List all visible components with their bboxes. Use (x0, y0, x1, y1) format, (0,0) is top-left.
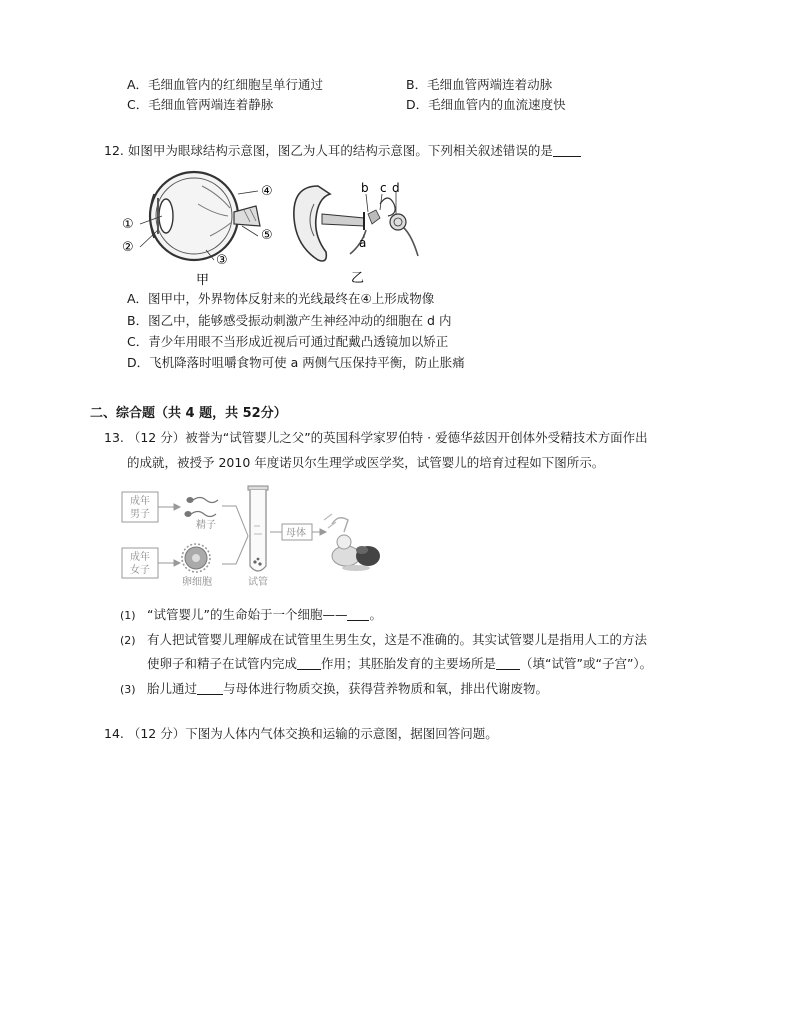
female-box-line2: 女子 (130, 565, 150, 576)
q11-option-c: C．毛细血管两端连着静脉 (127, 97, 274, 112)
q11-option-a: A．毛细血管内的红细胞呈单行通过 (127, 77, 324, 92)
q13-sub2-text-c: （填“试管”或“子宫”）。 (520, 656, 653, 671)
q13-sub1-text-a: “试管婴儿”的生命始于一个细胞—— (147, 607, 348, 622)
eye-label-4: ④ (261, 184, 273, 199)
q13-sub2-line2 (147, 655, 652, 673)
eye-label-5: ⑤ (261, 228, 273, 243)
eye-label-1: ① (122, 217, 134, 232)
test-tube-icon (248, 486, 268, 571)
ear-label-a: a (359, 236, 367, 250)
sperm-label: 精子 (196, 520, 216, 531)
q13-sub3-text-a: 胎儿通过 (147, 681, 198, 696)
answer-blank (496, 656, 520, 670)
sperm-icon (185, 498, 218, 517)
q12-option-d: D．飞机降落时咀嚼食物可使 a 两侧气压保持平衡，防止胀痛 (127, 355, 465, 370)
q12-figure (118, 164, 420, 288)
egg-label: 卵细胞 (182, 577, 212, 588)
q13-sub2-number: (2) (120, 634, 136, 647)
q12-option-c: C．青少年用眼不当形成近视后可通过配戴凸透镜加以矫正 (127, 334, 449, 349)
q12-option-b: B．图乙中，能够感受振动刺激产生神经冲动的细胞在 d 内 (127, 313, 452, 328)
q13-sub2-text-b: 作用；其胚胎发育的主要场所是 (321, 656, 497, 671)
q13-sub1 (147, 606, 382, 624)
ivf-diagram (118, 484, 390, 592)
eye-label-3: ③ (216, 253, 228, 268)
tube-label: 试管 (248, 577, 268, 588)
q11-option-d: D．毛细血管内的血流速度快 (406, 97, 566, 112)
ear-caption: 乙 (351, 271, 365, 286)
ear-label-b: b (361, 181, 369, 195)
answer-blank (553, 143, 581, 157)
q13-sub1-number: (1) (120, 609, 136, 622)
answer-blank (347, 607, 369, 621)
q13-sub2-line1: 有人把试管婴儿理解成在试管里生男生女，这是不准确的。其实试管婴儿是指用人工的方法 (147, 632, 648, 647)
answer-blank (297, 656, 321, 670)
q12-option-a: A．图甲中，外界物体反射来的光线最终在④上形成物像 (127, 291, 435, 306)
section-heading: 二、综合题（共 4 题，共 52分） (90, 406, 287, 421)
mother-label: 母体 (286, 528, 306, 539)
eye-label-2: ② (122, 240, 134, 255)
q13-sub2-text-a: 使卵子和精子在试管内完成 (147, 656, 298, 671)
q13-sub3-number: (3) (120, 683, 136, 696)
q12-stem-text: 12. 如图甲为眼球结构示意图，图乙为人耳的结构示意图。下列相关叙述错误的是 (104, 143, 553, 158)
eye-caption: 甲 (196, 273, 210, 288)
female-box-line1: 成年 (130, 552, 150, 563)
male-box-line2: 男子 (130, 509, 150, 520)
ear-diagram (294, 181, 418, 286)
q13-stem-line1: 13. （12 分）被誉为“试管婴儿之父”的英国科学家罗伯特 · 爱德华兹因开创体外受精技术方面作出 (104, 430, 648, 445)
baby-icon (324, 514, 380, 571)
q12-stem (104, 142, 581, 160)
q11-option-b: B．毛细血管两端连着动脉 (406, 77, 553, 92)
ear-label-d: d (392, 181, 400, 195)
q14-stem: 14. （12 分）下图为人体内气体交换和运输的示意图，据图回答问题。 (104, 726, 498, 741)
q13-sub3-text-b: 与母体进行物质交换，获得营养物质和氧，排出代谢废物。 (223, 681, 549, 696)
eye-diagram (122, 172, 273, 288)
q13-stem-line2: 的成就，被授予 2010 年度诺贝尔生理学或医学奖，试管婴儿的培育过程如下图所示。 (127, 455, 605, 470)
answer-blank (197, 681, 223, 695)
egg-icon (182, 544, 210, 572)
ear-label-c: c (380, 181, 387, 195)
q13-sub1-text-b: 。 (369, 607, 382, 622)
q13-sub3 (147, 680, 548, 698)
male-box-line1: 成年 (130, 496, 150, 507)
